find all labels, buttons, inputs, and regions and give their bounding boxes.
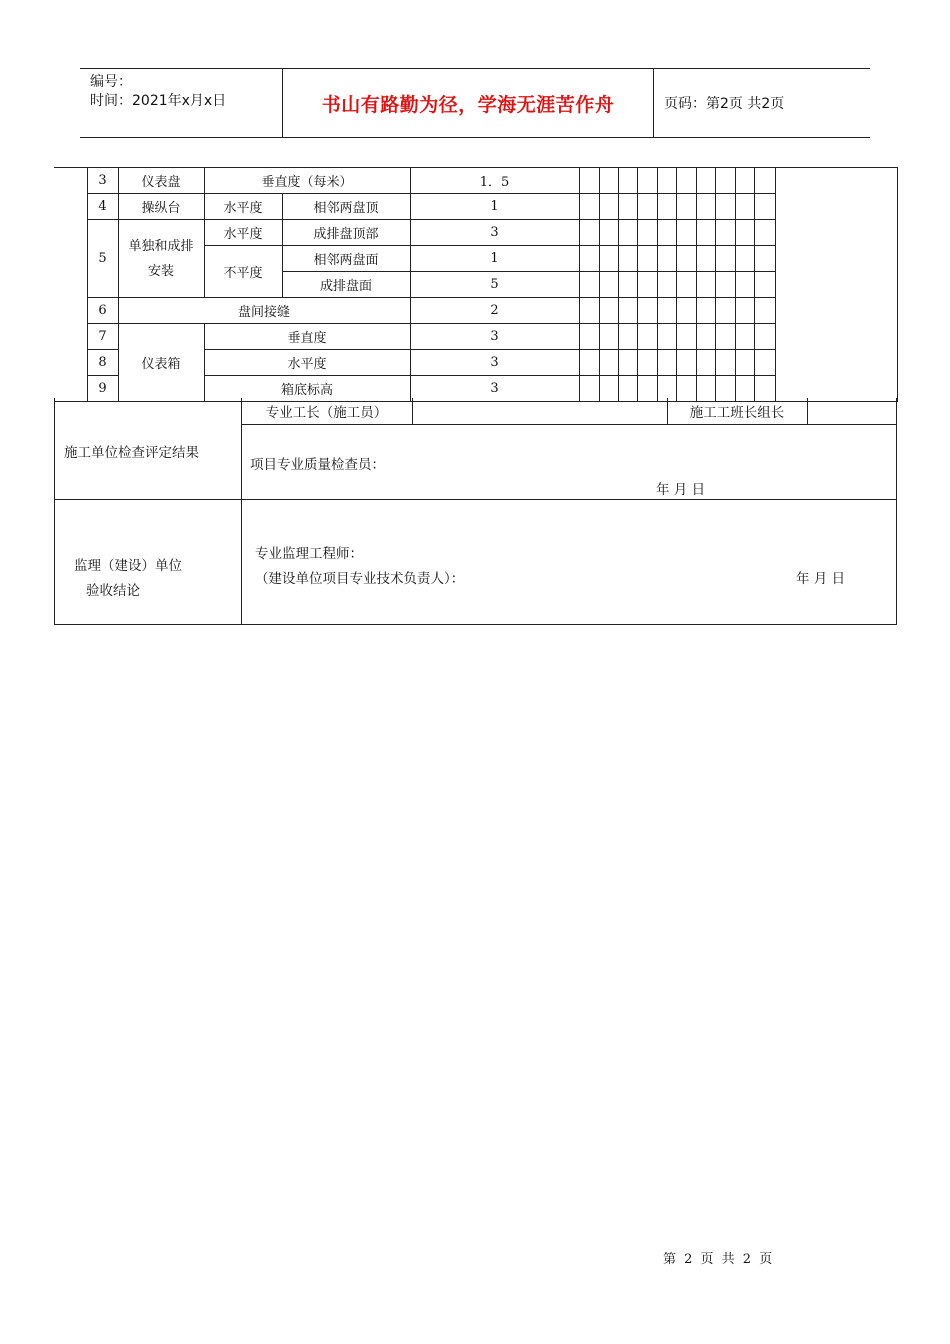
measurement-cell[interactable] [637,220,657,246]
sub-item: 水平度 [204,194,282,220]
row-number: 9 [87,376,118,402]
result-column [775,168,897,402]
item-name: 仪表盘 [118,168,204,194]
measurement-cell[interactable] [696,324,715,350]
measurement-cell[interactable] [599,168,618,194]
measurement-cell[interactable] [735,298,754,324]
measurement-cell[interactable] [637,324,657,350]
measurement-cell[interactable] [715,298,735,324]
measurement-cell[interactable] [735,350,754,376]
measurement-cell[interactable] [637,194,657,220]
measurement-cell[interactable] [754,350,775,376]
measurement-cell[interactable] [735,220,754,246]
item-name: 操纵台 [118,194,204,220]
measurement-cell[interactable] [657,272,676,298]
measurement-cell[interactable] [676,272,696,298]
table-row [54,194,897,220]
measurement-cell[interactable] [657,246,676,272]
check-item: 成排盘面 [282,272,410,298]
measurement-cell[interactable] [579,298,599,324]
measurement-cell[interactable] [637,350,657,376]
measurement-cell[interactable] [696,194,715,220]
item-name: 单独和成排安装 [118,220,204,298]
measurement-cell[interactable] [715,220,735,246]
check-item: 成排盘顶部 [282,220,410,246]
check-item: 垂直度 [204,324,410,350]
measurement-cell[interactable] [657,298,676,324]
measurement-cell[interactable] [637,168,657,194]
measurement-cell[interactable] [579,246,599,272]
measurement-cell[interactable] [735,324,754,350]
measurement-cell[interactable] [715,168,735,194]
measurement-cell[interactable] [599,220,618,246]
measurement-cell[interactable] [754,194,775,220]
check-item: 相邻两盘面 [282,246,410,272]
row-number: 7 [87,324,118,350]
measurement-cell[interactable] [754,168,775,194]
measurement-cell[interactable] [618,350,637,376]
measurement-cell[interactable] [696,272,715,298]
construction-label-cell [55,398,242,499]
inspector-label: 项目专业质量检查员： [250,457,385,473]
supervision-section [54,499,897,625]
check-item: 垂直度（每米） [204,168,410,194]
signature-row [241,398,896,425]
table-row [54,168,897,194]
inspection-table [54,167,898,402]
measurement-cell[interactable] [579,350,599,376]
sub-item: 水平度 [204,220,282,246]
measurement-cell[interactable] [676,246,696,272]
measurement-cell[interactable] [599,272,618,298]
measurement-cell[interactable] [657,350,676,376]
supervision-label-line1: 监理（建设）单位 [74,558,182,574]
blank-column [54,168,87,402]
construction-label: 施工单位检查评定结果 [64,445,199,461]
supervision-label-cell [55,500,242,624]
sub-item: 不平度 [204,246,282,298]
measurement-cell[interactable] [676,298,696,324]
allowed-deviation: 1．5 [410,168,579,194]
measurement-cell[interactable] [696,220,715,246]
measurement-cell[interactable] [715,246,735,272]
allowed-deviation: 5 [410,272,579,298]
owner-label: （建设单位项目专业技术负责人）： [255,571,465,587]
measurement-cell[interactable] [735,272,754,298]
measurement-cell[interactable] [618,194,637,220]
measurement-cell[interactable] [618,220,637,246]
measurement-cell[interactable] [618,246,637,272]
measurement-cell[interactable] [599,350,618,376]
measurement-cell[interactable] [579,324,599,350]
team-leader-signature-field[interactable] [807,398,896,424]
measurement-cell[interactable] [657,168,676,194]
measurement-cell[interactable] [696,350,715,376]
team-leader-label: 施工工班长组长 [667,398,808,424]
measurement-cell[interactable] [676,220,696,246]
measurement-cell[interactable] [715,194,735,220]
allowed-deviation: 3 [410,220,579,246]
row-number: 8 [87,350,118,376]
measurement-cell[interactable] [676,194,696,220]
time-label: 时间：2021年x月x日 [90,93,227,109]
measurement-cell[interactable] [637,298,657,324]
measurement-cell[interactable] [637,246,657,272]
measurement-cell[interactable] [676,324,696,350]
measurement-cell[interactable] [754,298,775,324]
check-item: 相邻两盘顶 [282,194,410,220]
measurement-cell[interactable] [657,220,676,246]
measurement-cell[interactable] [599,246,618,272]
measurement-cell[interactable] [676,168,696,194]
header-page-label: 页码：第2页 共2页 [664,96,785,112]
measurement-cell[interactable] [637,272,657,298]
row-number: 4 [87,194,118,220]
supervision-date: 年 月 日 [796,571,846,587]
measurement-cell[interactable] [754,324,775,350]
engineer-label: 专业监理工程师： [255,546,363,562]
measurement-cell[interactable] [618,324,637,350]
row-number: 6 [87,298,118,324]
measurement-cell[interactable] [696,168,715,194]
measurement-cell[interactable] [657,324,676,350]
allowed-deviation: 3 [410,376,579,402]
number-label: 编号： [90,74,132,90]
measurement-cell[interactable] [618,272,637,298]
page-footer: 第 2 页 共 2 页 [663,1252,775,1267]
measurement-cell[interactable] [735,246,754,272]
check-item: 箱底标高 [204,376,410,402]
measurement-cell[interactable] [618,168,637,194]
foreman-signature-field[interactable] [412,398,668,424]
measurement-cell[interactable] [599,298,618,324]
measurement-cell[interactable] [735,194,754,220]
page-header [80,68,870,138]
measurement-cell[interactable] [754,220,775,246]
foreman-label: 专业工长（施工员） [241,398,413,424]
measurement-cell[interactable] [715,272,735,298]
measurement-cell[interactable] [579,168,599,194]
item-name: 仪表箱 [118,324,204,402]
measurement-cell[interactable] [579,220,599,246]
measurement-cell[interactable] [754,272,775,298]
construction-section [54,398,897,500]
measurement-cell[interactable] [579,194,599,220]
header-motto: 书山有路勤为径，学海无涯苦作舟 [282,69,654,137]
table-row [54,324,897,350]
row-number: 5 [87,220,118,298]
measurement-cell[interactable] [715,324,735,350]
measurement-cell[interactable] [599,194,618,220]
check-item: 盘间接缝 [118,298,410,324]
supervision-label-line2: 验收结论 [86,583,140,599]
measurement-cell[interactable] [676,350,696,376]
allowed-deviation: 1 [410,246,579,272]
measurement-cell[interactable] [735,168,754,194]
measurement-cell[interactable] [657,194,676,220]
row-number: 3 [87,168,118,194]
measurement-cell[interactable] [599,324,618,350]
allowed-deviation: 3 [410,324,579,350]
construction-date: 年 月 日 [656,482,706,498]
measurement-cell[interactable] [754,246,775,272]
measurement-cell[interactable] [715,350,735,376]
header-meta [80,69,282,137]
allowed-deviation: 2 [410,298,579,324]
allowed-deviation: 3 [410,350,579,376]
measurement-cell[interactable] [696,246,715,272]
allowed-deviation: 1 [410,194,579,220]
measurement-cell[interactable] [696,298,715,324]
measurement-cell[interactable] [579,272,599,298]
check-item: 水平度 [204,350,410,376]
measurement-cell[interactable] [618,298,637,324]
table-row [54,220,897,246]
table-row [54,298,897,324]
